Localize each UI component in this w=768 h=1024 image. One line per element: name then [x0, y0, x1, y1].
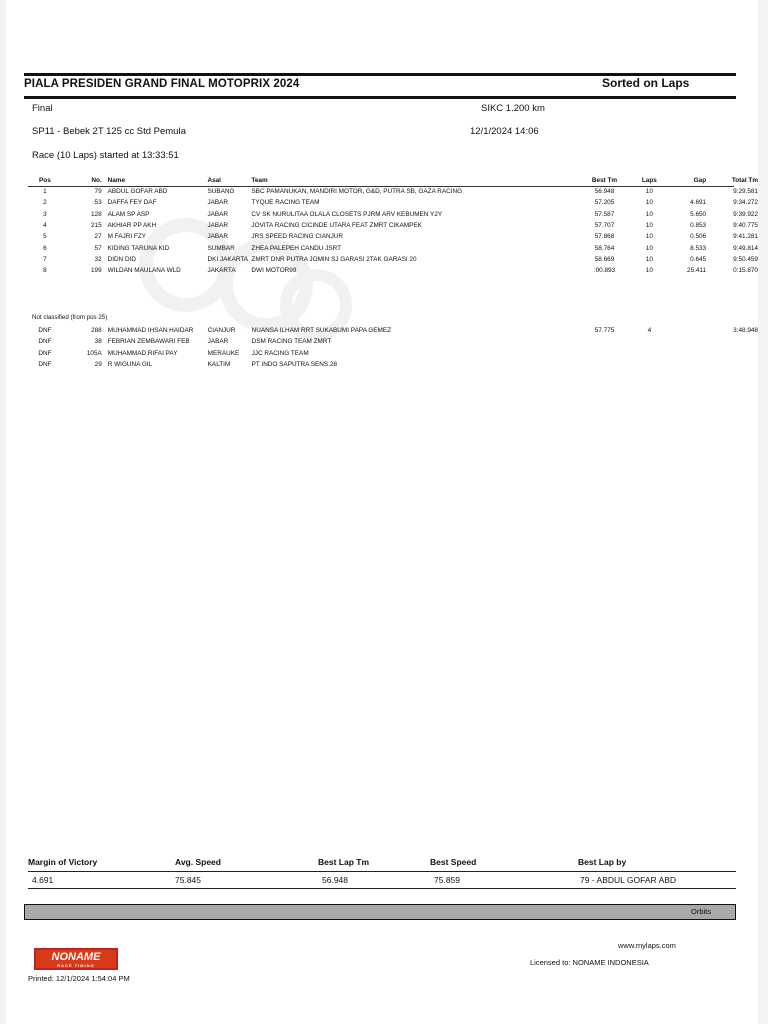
col-asal: Asal: [207, 177, 221, 184]
cell-name: MUHAMMAD IHSAN HAIDAR: [107, 327, 194, 335]
avg-speed-label: Avg. Speed: [175, 857, 221, 867]
cell-gap: [666, 186, 706, 197]
best-speed-label: Best Speed: [430, 857, 477, 867]
cell-name: DIDN DID: [107, 255, 137, 263]
cell-name: DAFFA FEY DAF: [107, 199, 157, 207]
cell-name: ALAM SP ASP: [107, 210, 150, 218]
cell-total: 0:15.870: [733, 267, 758, 275]
table-row: [28, 197, 758, 208]
sort-label: Sorted on Laps: [602, 76, 690, 90]
date-time: 12/1/2024 14:06: [470, 126, 539, 137]
cell-laps: 10: [645, 199, 653, 207]
table-row: [28, 348, 758, 359]
table-row: [28, 254, 758, 265]
cell-pos: 2: [43, 199, 47, 207]
col-best-time: Best Tm: [591, 177, 618, 184]
cell-name: AKHIAR PP AKH: [107, 222, 157, 230]
cell-gap: 0.645: [690, 255, 707, 263]
cell-team: SBC PAMANUKAN, MANDIRI MOTOR, G&D, PUTRA SB, GAZA RACING: [251, 188, 463, 196]
cell-asal: JABAR: [207, 338, 229, 346]
cell-team: JRS SPEED RACING CIANJUR: [251, 233, 344, 241]
cell-name: KIDING TARUNA KID: [107, 244, 170, 252]
cell-no: 57: [94, 244, 102, 252]
table-row: [28, 209, 758, 220]
cell-no: 105A: [86, 349, 102, 357]
summary-bottom-rule: [28, 888, 736, 889]
cell-total: 9:50.459: [733, 255, 758, 263]
orbits-label: Orbits: [690, 907, 711, 916]
cell-best: 57.205: [594, 199, 615, 207]
cell-pos: 4: [43, 222, 47, 230]
race-info: Race (10 Laps) started at 13:33:51: [32, 150, 179, 161]
cell-no: 199: [90, 267, 102, 275]
cell-best: 57.868: [594, 233, 615, 241]
cell-pos: 6: [43, 244, 47, 252]
cell-asal: JABAR: [207, 222, 229, 230]
cell-asal: JABAR: [207, 210, 229, 218]
event-title: PIALA PRESIDEN GRAND FINAL MOTOPRIX 2024: [24, 78, 300, 90]
cell-pos: DNF: [38, 327, 52, 335]
cell-team: JOVITA RACING CICINDE UTARA FEAT ZMRT CIKAMPEK: [251, 222, 422, 230]
cell-laps: 10: [645, 267, 653, 275]
best-speed-value: 75.859: [434, 875, 460, 885]
cell-team: CV SK NURULITAA OLALA CLOSETS PJRM ARV KEBUMEN Y2Y: [251, 210, 443, 218]
best-lap-by-label: Best Lap by: [578, 857, 627, 867]
cell-pos: 1: [43, 188, 47, 196]
cell-best: [577, 359, 633, 370]
best-lap-by-value: 79 - ABDUL GOFAR ABD: [580, 875, 677, 885]
summary-rule: [28, 871, 736, 872]
cell-laps: 10: [645, 244, 653, 252]
cell-best: 58.764: [594, 244, 615, 252]
table-row: [28, 336, 758, 347]
header-bottom-rule: [24, 96, 736, 99]
cell-team: JJC RACING TEAM: [251, 349, 309, 357]
cell-laps: 10: [645, 233, 653, 241]
col-gap: Gap: [693, 177, 707, 184]
cell-best: [577, 336, 633, 347]
cell-pos: DNF: [38, 338, 52, 346]
table-row: [28, 231, 758, 242]
cell-total: 9:49.814: [733, 244, 758, 252]
website-link[interactable]: www.mylaps.com: [618, 941, 676, 950]
cell-laps: 10: [645, 222, 653, 230]
cell-best: 57.707: [594, 222, 615, 230]
results-sheet: [6, 0, 758, 1024]
cell-best: 57.587: [594, 210, 615, 218]
cell-gap: 8.533: [690, 244, 707, 252]
class-label: SP11 - Bebek 2T 125 cc Std Pemula: [32, 126, 186, 137]
cell-gap: [666, 325, 706, 336]
cell-asal: JAKARTA: [207, 267, 236, 275]
cell-total: [706, 336, 758, 347]
cell-laps: 4: [647, 327, 652, 335]
margin-value: 4.691: [32, 875, 54, 885]
cell-gap: [666, 336, 706, 347]
cell-name: M FAJRI FZY: [107, 233, 146, 241]
col-name: Name: [107, 177, 126, 184]
cell-total: 3:48.948: [733, 327, 758, 335]
cell-laps: 10: [645, 210, 653, 218]
cell-pos: 8: [43, 267, 47, 275]
cell-no: 29: [94, 361, 102, 369]
cell-pos: DNF: [38, 349, 52, 357]
cell-best: [577, 348, 633, 359]
cell-best: :00.893: [593, 267, 616, 275]
cell-total: 9:34.272: [733, 199, 758, 207]
cell-name: R WIGUNA GIL: [107, 361, 153, 369]
cell-best: 56.948: [594, 188, 615, 196]
cell-gap: 25.411: [687, 267, 707, 275]
license-info: Licensed to: NONAME INDONESIA: [530, 958, 649, 967]
cell-laps: 10: [645, 188, 653, 196]
cell-laps: [632, 359, 666, 370]
cell-no: 128: [90, 210, 102, 218]
col-team: Team: [251, 177, 268, 184]
table-header-rule: [28, 186, 734, 187]
cell-name: FEBRIAN ZEMBAWARI FEB: [107, 338, 190, 346]
cell-gap: [666, 348, 706, 359]
cell-total: 9:39.922: [733, 210, 758, 218]
cell-no: 53: [94, 199, 102, 207]
cell-no: 38: [94, 338, 102, 346]
cell-gap: [666, 359, 706, 370]
cell-gap: 5.650: [690, 210, 707, 218]
cell-no: 215: [90, 222, 102, 230]
cell-laps: [632, 348, 666, 359]
cell-best: 58.669: [594, 255, 615, 263]
cell-team: TYQUE RACING TEAM: [251, 199, 320, 207]
table-row: [28, 242, 758, 253]
orbits-bar: [24, 904, 736, 920]
cell-asal: DKI JAKARTA: [207, 255, 249, 263]
cell-name: MUHAMMAD RIFAI PAY: [107, 349, 178, 357]
results-header-row: [28, 175, 758, 186]
table-row: [28, 359, 758, 370]
cell-asal: MERAUKE: [207, 349, 240, 357]
cell-pos: 5: [43, 233, 47, 241]
cell-no: 32: [94, 255, 102, 263]
cell-laps: [632, 336, 666, 347]
cell-no: 79: [94, 188, 102, 196]
cell-asal: SUBANG: [207, 188, 235, 196]
cell-gap: 0.853: [690, 222, 707, 230]
cell-team: DWI MOTOR99: [251, 267, 297, 275]
not-classified-table: [28, 325, 758, 370]
table-row: [28, 220, 758, 231]
cell-pos: 3: [43, 210, 47, 218]
col-no: No.: [91, 177, 102, 184]
printed-timestamp: Printed: 12/1/2024 1:54:04 PM: [28, 974, 130, 983]
cell-total: [706, 348, 758, 359]
cell-team: DSM RACING TEAM ZMRT: [251, 338, 332, 346]
cell-asal: KALTIM: [207, 361, 231, 369]
col-total-time: Total Tm: [731, 177, 758, 184]
noname-logo: NONAME RACE TIMING: [34, 948, 118, 970]
cell-total: [706, 359, 758, 370]
table-row: [28, 325, 758, 336]
cell-name: WILDAN MAULANA WLD: [107, 267, 181, 275]
cell-gap: 4.691: [690, 199, 707, 207]
not-classified-label: Not classified (from pos 25): [32, 314, 108, 321]
table-row: [28, 186, 758, 197]
table-row: [28, 265, 758, 276]
cell-no: 27: [94, 233, 102, 241]
circuit-label: SIKC 1.200 km: [481, 103, 545, 114]
results-table: [28, 175, 758, 276]
cell-laps: 10: [645, 255, 653, 263]
margin-label: Margin of Victory: [28, 857, 98, 867]
session-label: Final: [32, 103, 53, 114]
cell-pos: DNF: [38, 361, 52, 369]
cell-best: 57.775: [594, 327, 615, 335]
cell-gap: 0.506: [690, 233, 707, 241]
cell-pos: 7: [43, 255, 47, 263]
cell-asal: CIANJUR: [207, 327, 236, 335]
col-laps: Laps: [641, 177, 657, 184]
cell-no: 288: [91, 327, 102, 335]
cell-asal: SUMBAR: [207, 244, 235, 252]
cell-name: ABDUL GOFAR ABD: [107, 188, 168, 196]
cell-total: 9:40.775: [733, 222, 758, 230]
cell-asal: JABAR: [207, 233, 229, 241]
avg-speed-value: 75.845: [175, 875, 201, 885]
cell-asal: JABAR: [207, 199, 229, 207]
cell-team: PT INDO SAPUTRA SENS.28: [251, 361, 338, 369]
cell-team: ZMRT DNR PUTRA JOMIN SJ GARASI 2TAK GARASI 20: [251, 255, 417, 263]
col-pos: Pos: [39, 177, 51, 184]
cell-team: ZHEA PALEPEH CANDU JSRT: [251, 244, 342, 252]
cell-total: 9:29.581: [733, 188, 758, 196]
best-lap-label: Best Lap Tm: [318, 857, 370, 867]
best-lap-value: 56.948: [322, 875, 348, 885]
cell-total: 9:41.281: [733, 233, 758, 241]
cell-team: NUANSA ILHAM RRT SUKABUMI PAPA GEMEZ: [251, 327, 392, 335]
